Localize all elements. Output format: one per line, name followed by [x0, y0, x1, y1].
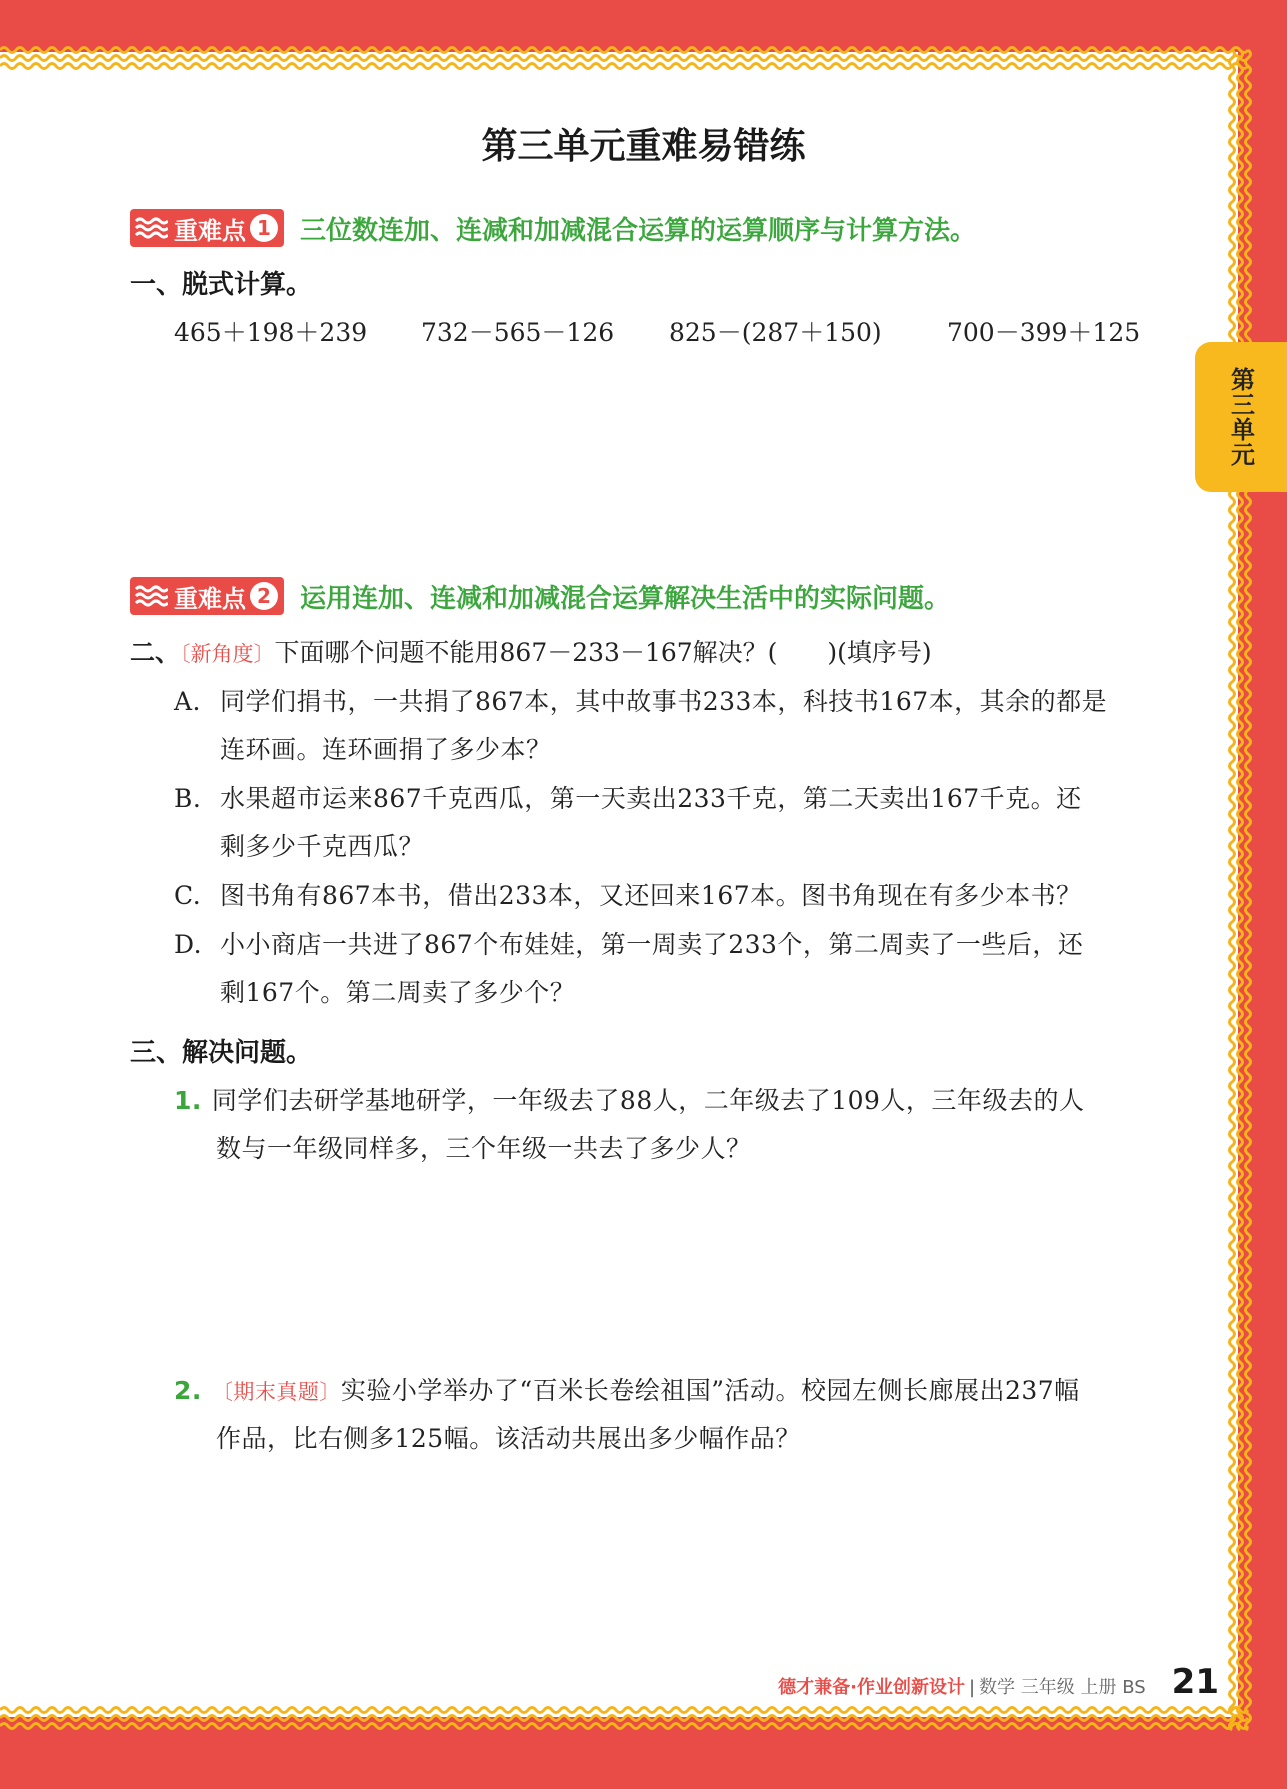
option-letter: A. [174, 687, 202, 716]
option-a-line-2: 连环画。连环画捐了多少本？ [220, 735, 552, 764]
footer-brand: 德才兼备·作业创新设计 [778, 1677, 965, 1698]
option-text: 水果超市运来867千克西瓜，第一天卖出233千克，第二天卖出167千克。还 [220, 784, 1082, 813]
page-title: 第三单元重难易错练 [481, 126, 806, 167]
key-point-text: 三位数连加、连减和加减混合运算的运算顺序与计算方法。 [300, 215, 977, 246]
key-point-badge-label: 重难点 [174, 216, 246, 245]
problem-number: 1. [174, 1086, 202, 1115]
problem-1-line-2: 数与一年级同样多，三个年级一共去了多少人？ [216, 1134, 752, 1163]
unit-side-tab-label: 第三单元 [1226, 367, 1255, 467]
option-c-line-1 [174, 876, 1082, 912]
option-d-line-2: 剩167个。第二周卖了多少个？ [220, 978, 576, 1007]
expression-2: 732－565－126 [421, 318, 615, 347]
section-2-question-text: 下面哪个问题不能用867－233－167解决？( )(填序号) [274, 638, 932, 667]
waves-icon [134, 582, 168, 610]
key-point-2 [130, 577, 950, 615]
key-point-text: 运用连加、连减和加减混合运算解决生活中的实际问题。 [300, 583, 951, 614]
waves-icon [134, 214, 168, 242]
problem-2-line-2: 作品，比右侧多125幅。该活动共展出多少幅作品？ [216, 1424, 801, 1453]
key-point-badge-label: 重难点 [174, 584, 246, 613]
key-point-1 [130, 209, 976, 247]
footer-separator: | [968, 1677, 976, 1698]
section-1-heading: 一、脱式计算。 [130, 270, 313, 300]
expression-4: 700－399＋125 [947, 318, 1141, 347]
problem-1-line-1 [174, 1081, 1084, 1117]
option-letter: C. [174, 881, 202, 910]
expression-3: 825－(287＋150) [669, 318, 882, 347]
section-3-heading: 三、解决问题。 [130, 1038, 313, 1068]
option-letter: D. [174, 930, 203, 959]
key-point-number: 1 [250, 214, 278, 242]
option-d-line-1 [174, 925, 1083, 961]
option-text: 同学们捐书，一共捐了867本，其中故事书233本，科技书167本，其余的都是 [220, 687, 1108, 716]
option-a-line-1 [174, 682, 1107, 718]
option-text: 小小商店一共进了867个布娃娃，第一周卖了233个，第二周卖了一些后，还 [220, 930, 1084, 959]
option-text: 图书角有867本书，借出233本，又还回来167本。图书角现在有多少本书？ [220, 881, 1082, 910]
problem-number: 2. [174, 1376, 202, 1405]
page-number: 21 [1171, 1662, 1219, 1702]
problem-2-line-1 [174, 1371, 1080, 1407]
page-footer [778, 1662, 1219, 1702]
section-2-question [130, 633, 932, 669]
key-point-badge [130, 209, 284, 247]
option-b-line-2: 剩多少千克西瓜？ [220, 832, 425, 861]
problem-text: 实验小学举办了“百米长卷绘祖国”活动。校园左侧长廊展出237幅 [340, 1376, 1080, 1405]
key-point-number: 2 [250, 582, 278, 610]
problem-text: 同学们去研学基地研学，一年级去了88人，二年级去了109人，三年级去的人 [211, 1086, 1085, 1115]
footer-book-info: 数学 三年级 上册 BS [979, 1677, 1146, 1698]
unit-side-tab [1195, 342, 1287, 492]
key-point-badge [130, 577, 284, 615]
option-letter: B. [174, 784, 202, 813]
new-angle-tag: 〔新角度〕 [180, 642, 275, 666]
option-b-line-1 [174, 779, 1082, 815]
section-2-number: 二、 [130, 638, 181, 667]
final-exam-tag: 〔期末真题〕 [211, 1380, 341, 1404]
expression-1: 465＋198＋239 [174, 318, 368, 347]
